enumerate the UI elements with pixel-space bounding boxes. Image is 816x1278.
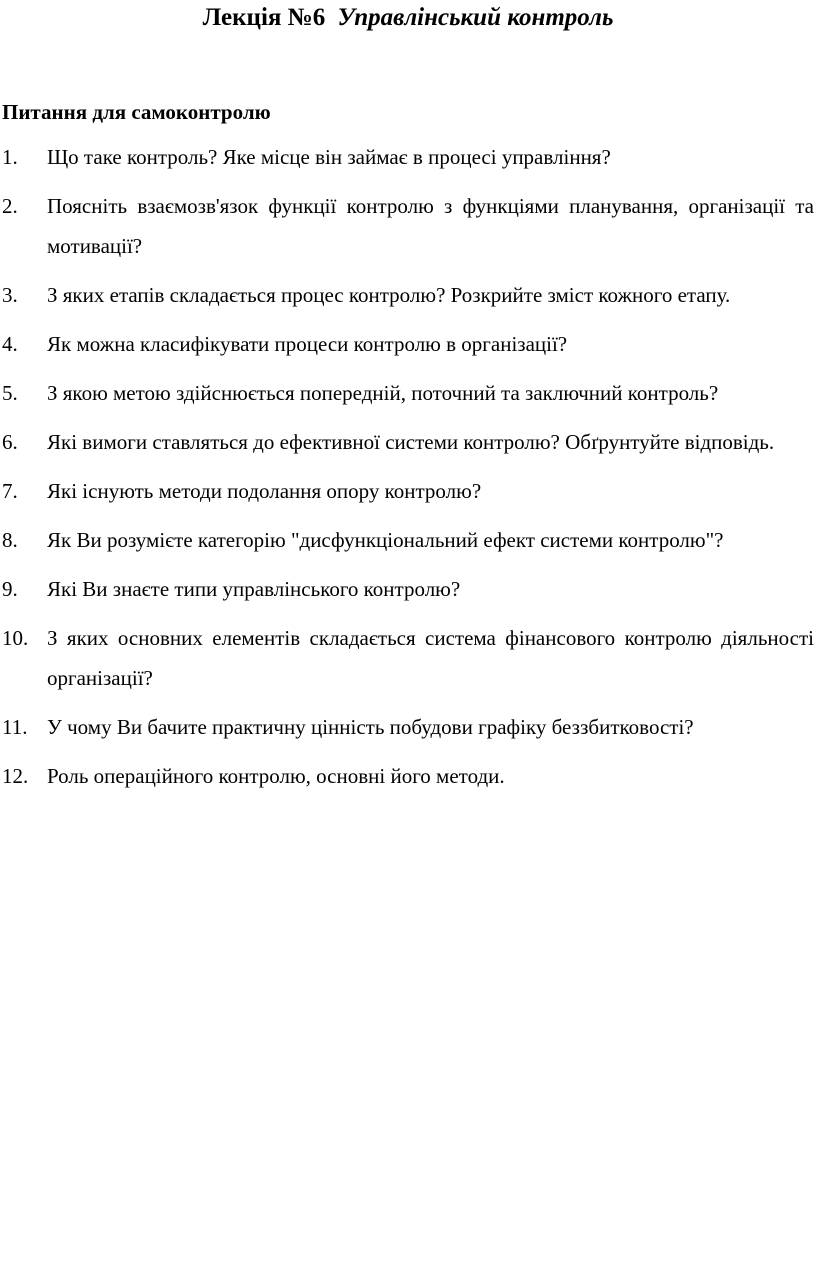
lecture-topic: Управлінський контроль: [337, 4, 614, 31]
question-number: 7.: [2, 479, 18, 503]
questions-list: [0, 137, 816, 805]
question-item: [0, 569, 816, 609]
question-item: [0, 707, 816, 747]
question-number: 10.: [2, 626, 29, 650]
section-heading: Питання для самоконтролю: [2, 100, 271, 124]
question-text: З яких етапів складається процес контролю? Розкрийте зміст кожного етапу.: [47, 283, 731, 307]
question-number: 3.: [2, 283, 18, 307]
question-text: У чому Ви бачите практичну цінність побудови графіку беззбитковості?: [47, 715, 694, 739]
question-item: [0, 275, 816, 315]
question-item: [0, 471, 816, 511]
question-text: Як можна класифікувати процеси контролю в організації?: [47, 332, 568, 356]
question-number: 12.: [2, 764, 29, 788]
question-text: Що таке контроль? Яке місце він займає в процесі управління?: [47, 145, 611, 169]
question-number: 2.: [2, 194, 18, 218]
question-text: Які існують методи подолання опору контролю?: [47, 479, 482, 503]
question-text: Роль операційного контролю, основні його методи.: [47, 764, 505, 788]
question-text: З якою метою здійснюється попередній, поточний та заключний контроль?: [47, 381, 719, 405]
question-number: 5.: [2, 381, 18, 405]
question-item: [0, 520, 816, 560]
question-number: 1.: [2, 145, 18, 169]
question-item: [0, 186, 816, 266]
question-item: [0, 618, 816, 698]
question-item: [0, 422, 816, 462]
question-text: Які вимоги ставляться до ефективної системи контролю? Обґрунтуйте відповідь.: [47, 430, 775, 454]
question-number: 8.: [2, 528, 18, 552]
question-item: [0, 373, 816, 413]
question-text: Поясніть взаємозв'язок функції контролю з функціями планування, організації та мотивації?: [47, 194, 814, 258]
question-item: [0, 137, 816, 177]
question-text: З яких основних елементів складається система фінансового контролю діяльності організації?: [47, 626, 814, 690]
question-text: Які Ви знаєте типи управлінського контролю?: [47, 577, 461, 601]
question-number: 9.: [2, 577, 18, 601]
page-title: [0, 0, 816, 36]
question-number: 11.: [2, 715, 28, 739]
question-number: 4.: [2, 332, 18, 356]
question-number: 6.: [2, 430, 18, 454]
lecture-number: Лекція №6: [202, 4, 326, 31]
question-text: Як Ви розумієте категорію "дисфункціональний ефект системи контролю"?: [47, 528, 724, 552]
question-item: [0, 756, 816, 796]
question-item: [0, 324, 816, 364]
